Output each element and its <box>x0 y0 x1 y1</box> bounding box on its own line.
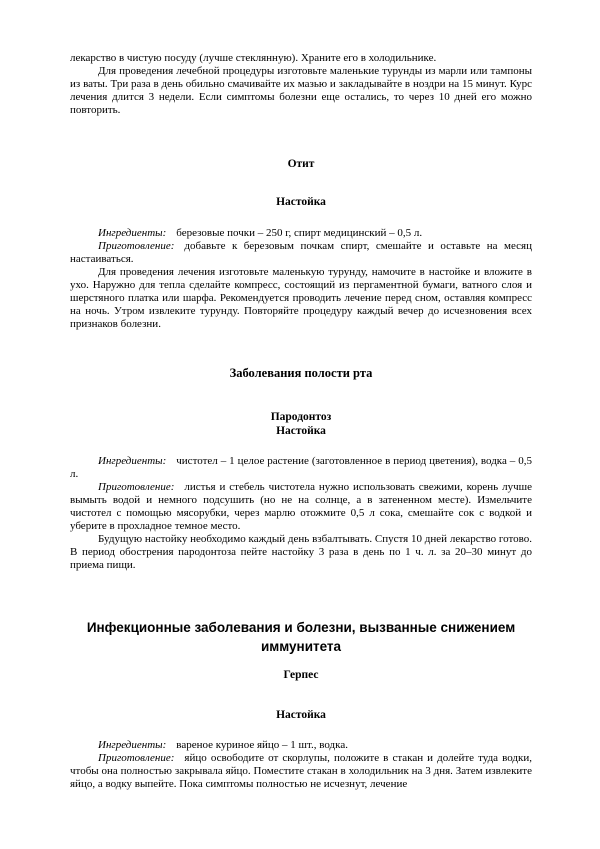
preparation-label: Приготовление: <box>98 752 175 764</box>
recipe-title-otit-nastoika: Настойка <box>276 196 326 208</box>
otit-note-paragraph: Для проведения лечения изготовьте маленькую турунду, намочите в настойке и вложите в ухо. Наружно для тепла сделайте компресс, состоящий из пергаментной бумаги, ватного слоя и шерстяного платка или шарфа. Рекомендуется проводить лечение перед сном, оставляя компресс на ночь. Утром извлеките турунду. Повторяйте процедуру каждый вечер до исчезновения всех признаков болезни. <box>70 266 532 330</box>
ingredients-label: Ингредиенты: <box>98 455 167 467</box>
section-title-mouth-diseases: Заболевания полости рта <box>229 366 373 380</box>
otit-ingredients-paragraph <box>70 227 532 240</box>
continuation-paragraph-2: Для проведения лечебной процедуры изготовьте маленькие турунды из марли или тампоны из ваты. Три раза в день обильно смачивайте их мазью и закладывайте в ноздри на 15 минут. Курс лечения длится 3 недели. Если симптомы болезни еще остались, то через 10 дней его можно повторить. <box>70 65 532 116</box>
ingredients-label: Ингредиенты: <box>98 739 167 751</box>
gerpes-ingredients-paragraph <box>70 739 532 752</box>
section-title-otit: Отит <box>287 158 315 170</box>
otit-ingredients-text: березовые почки – 250 г, спирт медицинский – 0,5 л. <box>176 227 423 239</box>
chapter-title-infections: Инфекционные заболевания и болезни, вызванные снижением иммунитета <box>86 620 516 654</box>
parodontoz-preparation-paragraph <box>70 481 532 533</box>
disease-title-parodontoz: Пародонтоз <box>270 411 332 423</box>
otit-preparation-text: добавьте к березовым почкам спирт, смешайте и оставьте на месяц настаиваться. <box>70 240 532 265</box>
disease-title-gerpes: Герпес <box>283 669 319 681</box>
gerpes-preparation-text: яйцо освободите от скорлупы, положите в стакан и долейте туда водки, чтобы она полностью закрывала яйцо. Поместите стакан в холодильник на 3 дня. Затем извлеките яйцо, а водку выпейте. Пока симптомы полностью не исчезнут, лечение <box>70 752 532 790</box>
gerpes-preparation-paragraph <box>70 752 532 791</box>
recipe-title-parodontoz-nastoika: Настойка <box>276 425 326 437</box>
parodontoz-ingredients-text: чистотел – 1 целое растение (заготовленное в период цветения), водка – 0,5 л. <box>70 455 532 480</box>
ingredients-label: Ингредиенты: <box>98 227 167 239</box>
preparation-label: Приготовление: <box>98 240 175 252</box>
otit-preparation-paragraph <box>70 240 532 266</box>
parodontoz-ingredients-paragraph <box>70 455 532 481</box>
preparation-label: Приготовление: <box>98 481 175 493</box>
gerpes-ingredients-text: вареное куриное яйцо – 1 шт., водка. <box>176 739 348 751</box>
continuation-paragraph-1: лекарство в чистую посуду (лучше стеклянную). Храните его в холодильнике. <box>70 52 437 64</box>
parodontoz-preparation-text: листья и стебель чистотела нужно использовать свежими, корень лучше вымыть водой и немного подсушить (но не на солнце, а в затененном месте). Измельчите чистотел с помощью мясорубки, через марлю отожмите 0,5 л сока, смешайте сок с водкой и уберите в прохладное темное место. <box>70 481 532 532</box>
recipe-title-gerpes-nastoika: Настойка <box>276 709 326 721</box>
parodontoz-note-paragraph: Будущую настойку необходимо каждый день взбалтывать. Спустя 10 дней лекарство готово. В период обострения пародонтоза пейте настойку 3 раза в день по 1 ч. л. за 20–30 минут до приема пищи. <box>70 533 532 571</box>
